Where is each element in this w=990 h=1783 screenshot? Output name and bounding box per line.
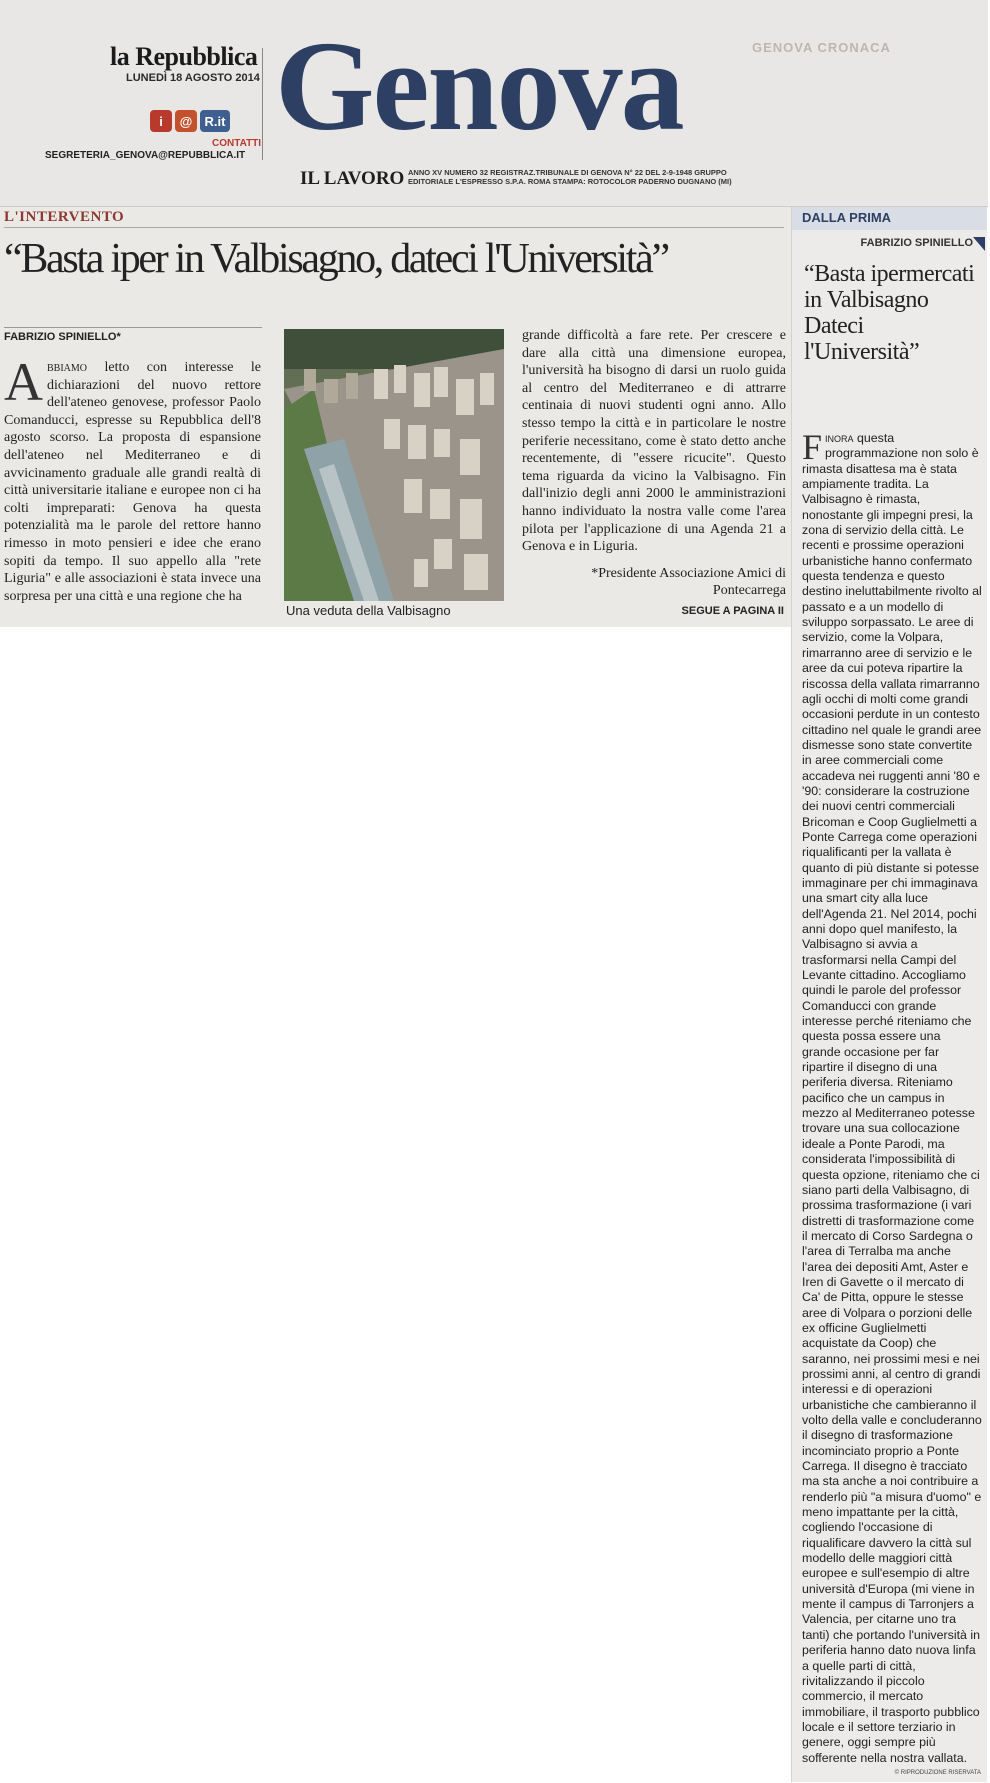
repubblica-it-icon[interactable]: R.it <box>200 110 230 132</box>
issue-date: LUNEDÌ 18 AGOSTO 2014 <box>126 72 260 84</box>
copyright-notice: © RIPRODUZIONE RISERVATA <box>894 1770 981 1776</box>
ghost-header-text: GENOVA CRONACA <box>752 40 891 55</box>
side-lead-word: inora <box>825 431 854 445</box>
column-1-text: letto con interesse le dichiarazioni del nuovo rettore dell'ateneo genovese, professor Paolo Comanducci, espresse su Repubblica dell'8 agosto scorso. La proposta di espansione dell'ateneo nel Mediterraneo e di avvicinamento graduale alle grandi realtà di città universitarie italiane e europee non ci ha colti impreparati: Genova ha questa potenzialità ma le parole del rettore hanno rimesso in moto pensieri e idee che erano sopiti da tempo. Il suo appello alla "rete Liguria" e alle associazioni è stata invece una sorpresa per una città e una regione che ha <box>4 360 261 604</box>
section-rule <box>4 227 784 228</box>
article-byline: FABRIZIO SPINIELLO* <box>4 331 121 343</box>
edition-title: Genova <box>275 15 683 157</box>
corner-arrow-icon <box>973 237 985 251</box>
masthead-divider <box>262 48 263 160</box>
contacts-email[interactable]: SEGRETERIA_GENOVA@REPUBBLICA.IT <box>45 150 246 161</box>
imprint-text: ANNO XV NUMERO 32 REGISTRAZ.TRIBUNALE DI GENOVA N° 22 DEL 2-9-1948 GRUPPO EDITORIALE L'ESPRESSO S.P.A. ROMA STAMPA: ROTOCOLOR PADERNO DUGNANO (MI) <box>408 168 732 186</box>
article-column-2: grande difficoltà a fare rete. Per crescere e dare alla città una dimensione europea, l'università ha bisogno di darsi un ruolo guida al centro del Mediterraneo e di attrarre centinaia di nuovi studenti ogni anno. Allo stesso tempo la città e in particolare le nostre periferie necessitano, come è stato detto anche recentemente, di "essere ricucite". Questo tema riguarda da vicino la Valbisagno. Fin dall'inizio degli anni 2000 le amministrazioni hanno individuato la nostra valle come l'area pilota per l'applicazione di una Agenda 21 a Genova e in Liguria. <box>522 328 786 555</box>
contact-icons <box>150 110 230 132</box>
main-article <box>0 207 793 627</box>
side-article-text <box>802 427 982 1766</box>
side-column <box>791 207 987 1782</box>
sub-brand: IL LAVORO <box>300 168 405 189</box>
byline-rule <box>4 327 262 328</box>
email-icon[interactable]: @ <box>175 110 197 132</box>
side-author: FABRIZIO SPINIELLO <box>860 237 973 249</box>
drop-cap: A <box>4 352 43 412</box>
side-section-label: DALLA PRIMA <box>802 210 892 225</box>
section-label: L'INTERVENTO <box>4 209 125 225</box>
side-drop-cap: F <box>802 427 823 467</box>
side-headline: “Basta ipermercati in Valbisagno Dateci l'Università” <box>804 261 975 365</box>
side-body-text: questa programmazione non solo è rimasta disattesa ma è stata ampiamente tradita. La Valbisagno è rimasta, nonostante gli impegni presi, la zona di servizio della città. Le recenti e prossime operazioni urbanistiche hanno confermato questa tendenza e questo destino ineluttabilmente rivolto al passato e a un modello di sviluppo sorpassato. Le aree di servizio, come la Volpara, rimarranno aree di servizio e le aree da cui poteva ripartire la riscossa della vallata rimarranno agli occhi di molti come grandi occasioni perdute in un contesto cittadino nel quale le grandi aree dismesse sono state convertite in aree commerciali come accadeva nei ruggenti anni '80 e '90: considerare la costruzione dei nuovi centri commerciali Bricoman e Coop Guglielmetti a Ponte Carrega come operazioni riqualificanti per la vallata è quanto di più distante si potesse immaginare per chi immaginava una smart city alla luce dell'Agenda 21. Nel 2014, pochi anni dopo quel manifesto, la Valbisagno si avvia a trasformarsi nella Campi del Levante cittadino. Accogliamo quindi le parole del professor Comanducci con grande interesse perché riteniamo che questa possa essere una grande occasione per far ripartire il disegno di una periferia diversa. Riteniamo pacifico che un campus in mezzo al Mediterraneo potesse trovare una sua collocazione ideale a Ponte Parodi, ma considerata l'impossibilità di questa opzione, riteniamo che ci siano parti della Valbisagno, di prossima trasformazione (i vari distretti di trasformazione come il mercato di Corso Sardegna o l'area di Terralba ma anche l'area dei depositi Amt, Aster e Iren di Gavette o il mercato di Ca' de Pitta, oppure le stesse aree di Volpara o porzioni delle ex officine Guglielmetti acquistate da Coop) che saranno, nei prossimi mesi e nei prossimi anni, al centro di grandi interessi e di operazioni urbanistiche che cambieranno il volto della valle e concluderanno il disegno di trasformazione incominciato proprio a Ponte Carrega. Il disegno è tracciato ma sta anche a noi contribuire a renderlo più "a misura d'uomo" e meno impattante per la città, cogliendo l'occasione di riqualificare davvero la città sul modello delle maggiori città europee e sull'esempio di altre università d'Europa (mi viene in mente il campus di Tarronjers a Valencia, per citarne uno tra tanti) che portando l'università in periferia hanno dato nuova linfa a quelle parti di città, rivitalizzando il piccolo commercio, il mercato immobiliare, il trasporto pubblico locale e il settore terziario in genere, oggi sempre più sofferente nella nostra vallata. <box>802 431 982 1765</box>
masthead <box>0 0 988 207</box>
author-note: *Presidente Associazione Amici di Pontecarrega <box>591 566 786 598</box>
contacts-label: CONTATTI <box>212 138 262 149</box>
lead-word: bbiamo <box>47 360 88 375</box>
newspaper-logo: la Repubblica <box>110 42 258 71</box>
info-icon[interactable]: i <box>150 110 172 132</box>
article-headline: “Basta iper in Valbisagno, dateci l'Università” <box>4 236 668 282</box>
photo-caption: Una veduta della Valbisagno <box>286 603 451 618</box>
continued-on-page[interactable]: SEGUE A PAGINA II <box>681 605 784 617</box>
article-column-1 <box>4 352 261 605</box>
valbisagno-photo <box>284 329 504 601</box>
